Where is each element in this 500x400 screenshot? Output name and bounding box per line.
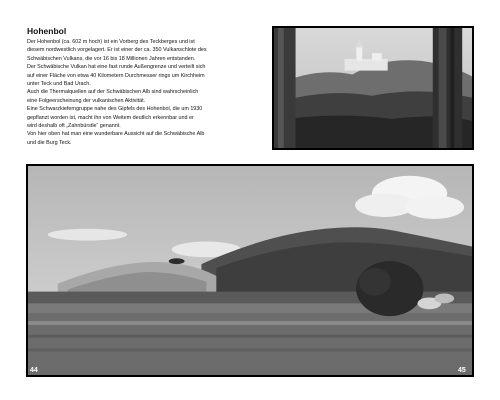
- article-body: [27, 38, 259, 147]
- body-line: Der Hohenbol (ca. 602 m hoch) ist ein Vorberg des Teckberges und ist: [27, 39, 195, 45]
- body-line: Eine Schwarzkieferngruppe nahe des Gipfels des Hohenbol, die um 1930: [27, 106, 203, 113]
- body-line: Auch die Thermalquellen auf der Schwäbischen Alb sind wahrscheinlich: [27, 89, 199, 96]
- landscape-photo: [26, 164, 474, 377]
- page-number-right: 45: [458, 367, 466, 374]
- body-line: diesem nordwestlich vorgelagert. Er ist einer der ca. 350 Vulkanschlote des: [27, 47, 207, 54]
- body-line: auf einer Fläche von etwa 40 Kilometern Durchmesser rings um Kirchheim: [27, 72, 205, 79]
- article-title: Hohenbol: [27, 26, 67, 36]
- landscape-photo-image: [28, 166, 472, 375]
- body-line: wird deshalb oft „Zahnbürstle“ genannt.: [27, 123, 121, 130]
- body-line: Von hier oben hat man eine wunderbare Aussicht auf die Schwäbische Alb: [27, 131, 205, 138]
- body-line: eine Folgeerscheinung der vulkanischen Aktivität.: [27, 97, 146, 104]
- body-line: Schwäbischen Vulkans, die vor 16 bis 18 Millionen Jahren entstanden.: [27, 55, 196, 62]
- body-line: unter Teck und Bad Urach.: [27, 81, 91, 88]
- body-line: Der Schwäbische Vulkan hat eine fast runde Außengrenze und verteilt sich: [27, 64, 206, 71]
- body-line: gepflanzt worden ist, macht ihn von Weitem deutlich erkennbar und er: [27, 114, 194, 121]
- article-text-block: [27, 26, 259, 147]
- castle-photo: [272, 26, 474, 150]
- body-line: und die Burg Teck.: [27, 139, 72, 146]
- page-number-left: 44: [30, 367, 38, 374]
- castle-photo-image: [274, 28, 472, 148]
